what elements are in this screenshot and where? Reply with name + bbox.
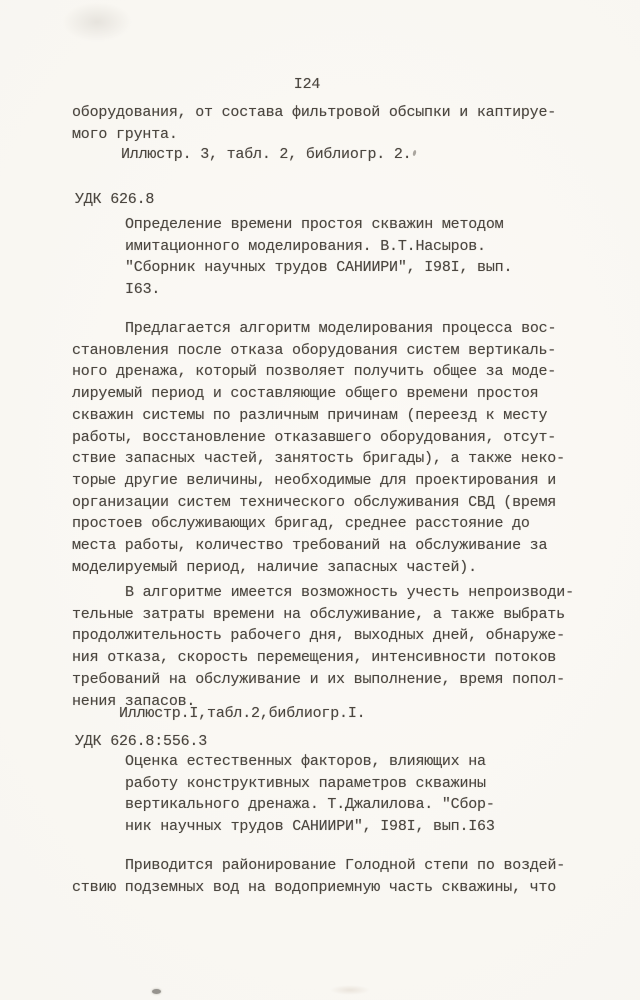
abstract-paragraph [72,582,574,712]
text-line: вертикального дренажа. Т.Джалилова. "Сбор- [125,796,495,814]
scan-artifact [152,989,161,994]
text-line: имитационного моделирования. В.Т.Насыров. [125,237,486,255]
text-line: становления после отказа оборудования систем вертикаль- [72,341,557,359]
illustrations-note: Иллюстр. 3, табл. 2, библиогр. 2. [121,146,412,163]
text-line: нения запасов. [72,692,196,710]
text-line: ник научных трудов САНИИРИ", I98I, вып.I63 [125,818,495,836]
page-number: I24 [293,76,321,93]
text-line: работы, восстановление отказавшего оборудования, отсут- [72,428,557,446]
abstract-reference [125,214,512,301]
text-line: работу конструктивных параметров скважины [125,774,486,792]
scan-artifact [62,2,132,42]
text-line: организации систем технического обслуживания СВД (время [72,493,557,511]
text-line: В алгоритме имеется возможность учесть непроизводи- [125,584,574,601]
text-line: продолжительность рабочего дня, выходных дней, обнаруже- [72,627,565,645]
text-line: торые другие величины, необходимые для проектирования и [72,471,557,489]
udc-heading: УДК 626.8 [75,191,155,208]
text-line: тельные затраты времени на обслуживание, а также выбрать [72,605,565,623]
text-line: Приводится районирование Голодной степи по воздей- [125,857,566,874]
text-line: простоев обслуживающих бригад, среднее расстояние до [72,515,530,533]
text-line: ствию подземных вод на водоприемную часть скважины, что [72,878,557,896]
udc-heading: УДК 626.8:556.3 [75,733,208,750]
continued-paragraph [72,102,556,145]
text-line: ного дренажа, который позволяет получить общее за моде- [72,363,557,381]
text-line: Оценка естественных факторов, влияющих на [125,753,486,770]
scan-artifact [330,985,370,995]
text-line: требований на обслуживание и их выполнение, время попол- [72,670,565,688]
text-line: оборудования, от состава фильтровой обсыпки и каптируе- [72,104,557,121]
text-line: ния отказа, скорость перемещения, интенсивности потоков [72,649,557,667]
text-line: I63. [125,281,161,299]
illustrations-note: Иллюстр.I,табл.2,библиогр.I. [119,705,366,722]
text-line: мого грунта. [72,125,178,143]
text-line: Определение времени простоя скважин методом [125,216,504,233]
scan-artifact [412,150,416,157]
text-line: лируемый период и составляющие общего времени простоя [72,385,539,403]
abstract-paragraph [72,318,565,578]
text-line: "Сборник научных трудов САНИИРИ", I98I, вып. [125,259,513,277]
text-line: ствие запасных частей, занятость бригады), а также неко- [72,450,565,468]
text-line: места работы, количество требований на обслуживание за [72,537,548,555]
text-line: скважин системы по различным причинам (переезд к месту [72,406,548,424]
text-line: моделируемый период, наличие запасных частей). [72,558,477,576]
text-line: Предлагается алгоритм моделирования процесса вос- [125,320,557,337]
abstract-reference [125,751,495,838]
abstract-paragraph [72,855,565,898]
